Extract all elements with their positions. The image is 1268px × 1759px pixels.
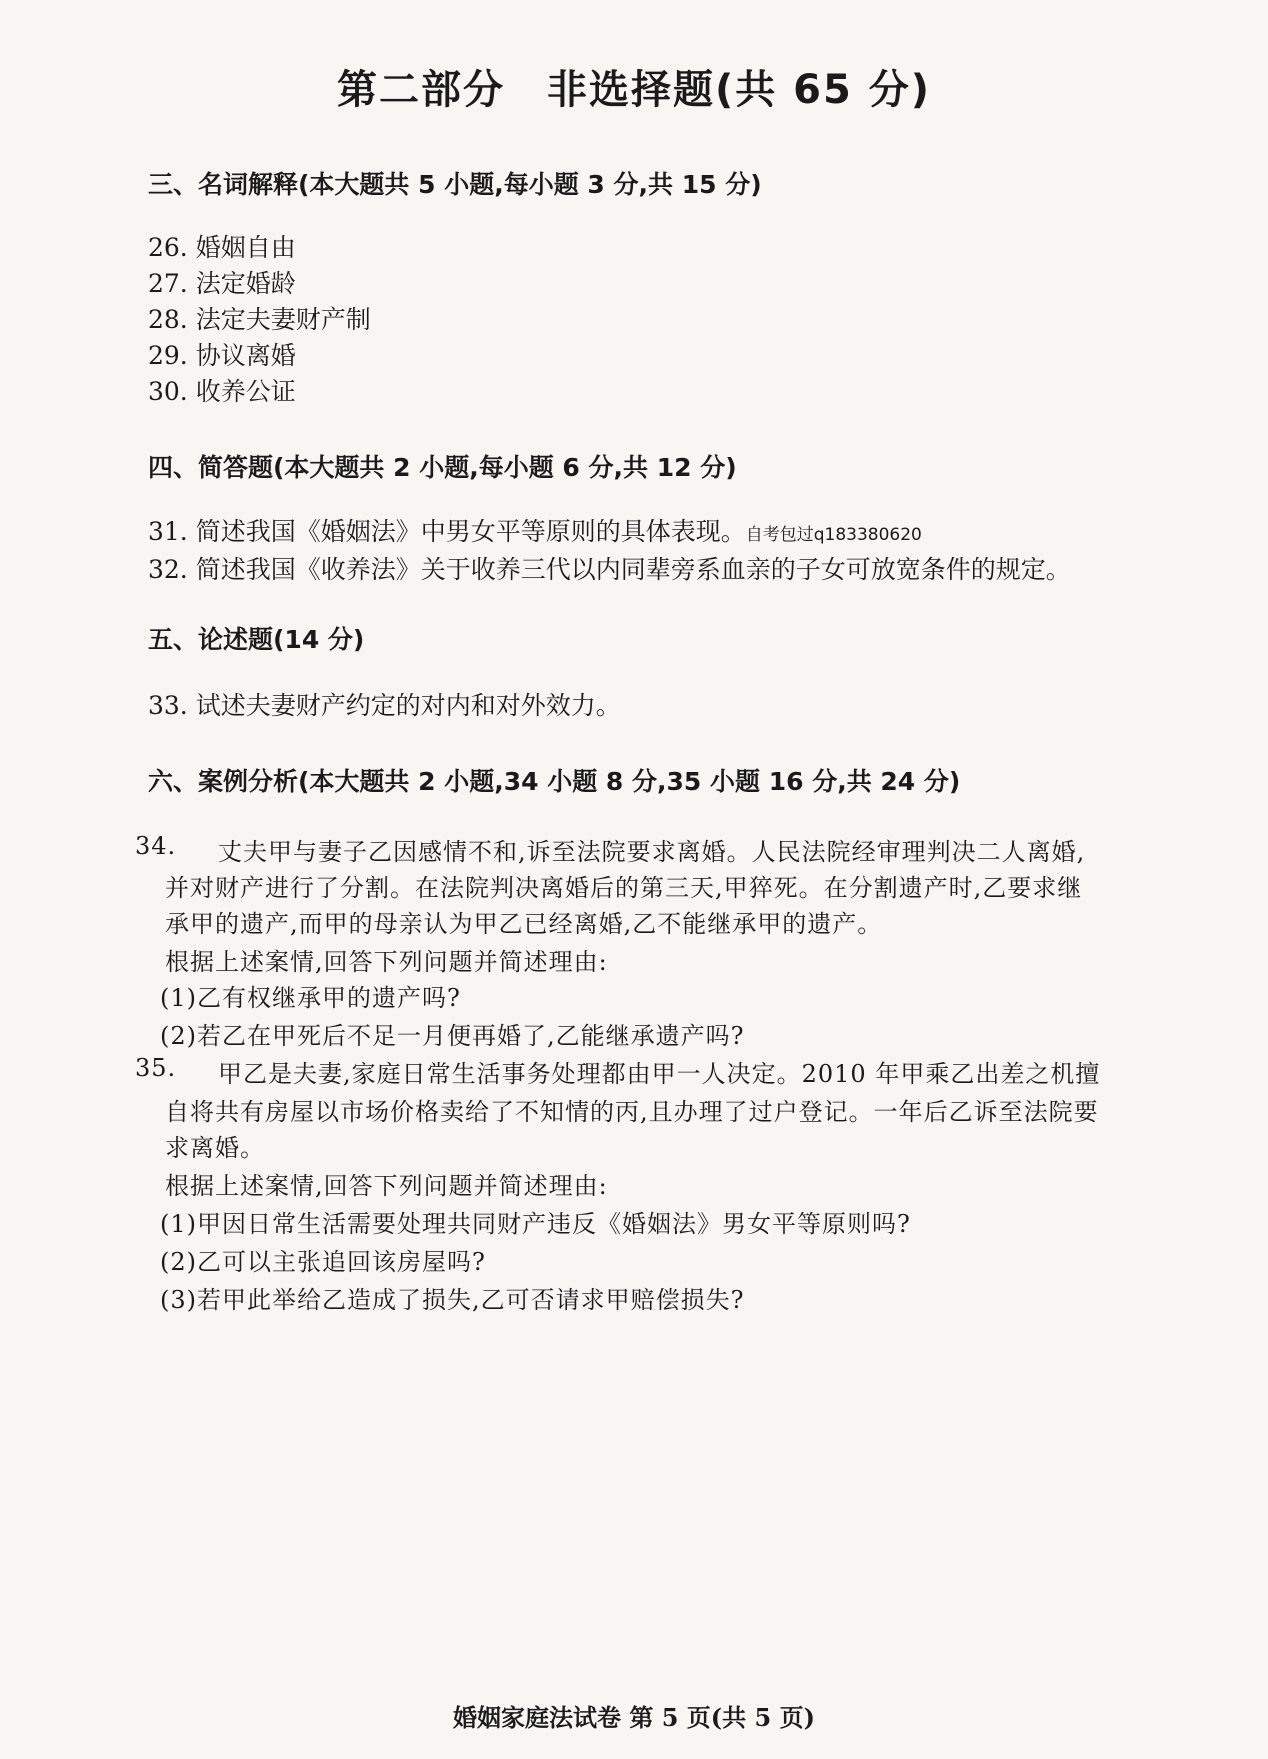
question-35-prompt: 根据上述案情,回答下列问题并简述理由:: [165, 1172, 608, 1200]
question-35-sub: (1)甲因日常生活需要处理共同财产违反《婚姻法》男女平等原则吗?: [160, 1210, 911, 1238]
section4-heading: 四、简答题(本大题共 2 小题,每小题 6 分,共 12 分): [148, 453, 737, 482]
question-33: 33. 试述夫妻财产约定的对内和对外效力。: [148, 691, 621, 720]
question-35-line: 自将共有房屋以市场价格卖给了不知情的丙,且办理了过户登记。一年后乙诉至法院要: [165, 1098, 1099, 1126]
question-34-line: 承甲的遗产,而甲的母亲认为甲乙已经离婚,乙不能继承甲的遗产。: [165, 910, 883, 938]
question-35-line: 甲乙是夫妻,家庭日常生活事务处理都由甲一人决定。2010 年甲乘乙出差之机擅: [218, 1060, 1101, 1088]
question-34-sub: (2)若乙在甲死后不足一月便再婚了,乙能继承遗产吗?: [160, 1022, 745, 1050]
question-34-prompt: 根据上述案情,回答下列问题并简述理由:: [165, 948, 608, 976]
section3-heading: 三、名词解释(本大题共 5 小题,每小题 3 分,共 15 分): [148, 170, 762, 199]
watermark-note: 自考包过q183380620: [745, 525, 922, 545]
term-item: 30. 收养公证: [148, 377, 296, 406]
section6-heading: 六、案例分析(本大题共 2 小题,34 小题 8 分,35 小题 16 分,共 24 分): [148, 767, 961, 796]
question-35-line: 求离婚。: [165, 1134, 265, 1162]
term-item: 26. 婚姻自由: [148, 233, 296, 262]
page-footer: 婚姻家庭法试卷 第 5 页(共 5 页): [453, 1703, 815, 1732]
page-title: 第二部分 非选择题(共 65 分): [336, 67, 932, 113]
question-31-text: 31. 简述我国《婚姻法》中男女平等原则的具体表现。: [148, 517, 746, 546]
term-item: 27. 法定婚龄: [148, 269, 296, 298]
question-31: [148, 512, 922, 548]
question-34-line: 丈夫甲与妻子乙因感情不和,诉至法院要求离婚。人民法院经审理判决二人离婚,: [218, 838, 1086, 866]
section5-heading: 五、论述题(14 分): [148, 625, 365, 654]
question-35-sub: (3)若甲此举给乙造成了损失,乙可否请求甲赔偿损失?: [160, 1286, 745, 1314]
question-35-sub: (2)乙可以主张追回该房屋吗?: [160, 1248, 486, 1276]
term-item: 28. 法定夫妻财产制: [148, 305, 371, 334]
question-34-number: 34.: [135, 832, 177, 860]
question-35-number: 35.: [135, 1054, 177, 1082]
question-34-line: 并对财产进行了分割。在法院判决离婚后的第三天,甲猝死。在分割遗产时,乙要求继: [165, 874, 1083, 902]
question-34-sub: (1)乙有权继承甲的遗产吗?: [160, 984, 461, 1012]
term-item: 29. 协议离婚: [148, 341, 296, 370]
question-32: 32. 简述我国《收养法》关于收养三代以内同辈旁系血亲的子女可放宽条件的规定。: [148, 555, 1071, 584]
